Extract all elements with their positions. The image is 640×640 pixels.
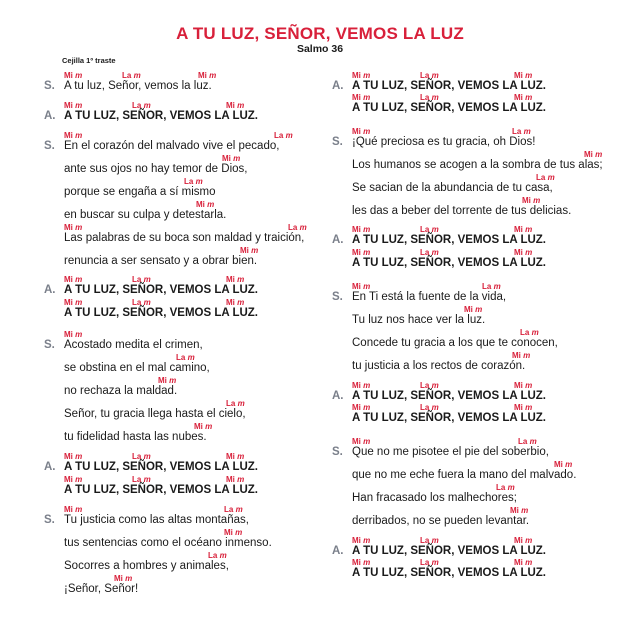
chord-quality: m — [143, 275, 151, 284]
chord-root: Mi — [226, 298, 238, 307]
chord-quality: m — [525, 558, 533, 567]
lyric-text: Tu justicia como las altas montañas, — [64, 514, 249, 526]
chord-quality: m — [431, 381, 439, 390]
chord-quality: m — [507, 483, 515, 492]
chord-quality: m — [285, 131, 293, 140]
chord-quality: m — [237, 101, 245, 110]
song-subtitle: Salmo 36 — [296, 43, 344, 55]
chord-quality: m — [133, 71, 141, 80]
chord-label — [288, 223, 307, 232]
chord-quality: m — [143, 298, 151, 307]
chord-label — [352, 381, 370, 390]
chord-root: Mi — [514, 225, 526, 234]
lyric-text: En Ti está la fuente de la vida, — [352, 291, 507, 303]
line-marker: S. — [44, 339, 55, 351]
chord-quality: m — [363, 71, 371, 80]
chord-root: Mi — [514, 71, 526, 80]
chord-quality: m — [363, 381, 371, 390]
chord-label — [514, 381, 532, 390]
capo-note: Cejilla 1º traste — [62, 56, 116, 65]
chord-quality: m — [363, 403, 371, 412]
line-marker: A. — [332, 234, 344, 246]
chord-label — [420, 71, 439, 80]
chord-label — [520, 328, 539, 337]
chord-root: Mi — [352, 127, 364, 136]
chord-label — [514, 403, 532, 412]
chord-quality: m — [235, 505, 243, 514]
chord-label — [64, 452, 82, 461]
chord-root: La — [420, 403, 432, 412]
chord-root: La — [536, 173, 548, 182]
chord-label — [352, 282, 370, 291]
chord-quality: m — [525, 248, 533, 257]
chord-root: Mi — [352, 536, 364, 545]
chord-root: Mi — [522, 196, 534, 205]
chord-label — [464, 305, 482, 314]
lyric-text: A tu luz, Señor, vemos la luz. — [64, 80, 212, 92]
lyric-text: renuncia a ser sensato y a obrar bien. — [64, 255, 258, 267]
chord-root: La — [288, 223, 300, 232]
chord-quality: m — [523, 351, 531, 360]
song-title: A TU LUZ, SEÑOR, VEMOS LA LUZ — [176, 24, 464, 43]
chord-root: La — [274, 131, 286, 140]
lyric-text: A TU LUZ, SEÑOR, VEMOS LA LUZ. — [352, 102, 547, 114]
chord-quality: m — [75, 71, 83, 80]
chord-quality: m — [75, 298, 83, 307]
chord-root: La — [226, 399, 238, 408]
chord-label — [514, 71, 532, 80]
chord-quality: m — [363, 248, 371, 257]
chord-quality: m — [205, 422, 213, 431]
lyric-text: A TU LUZ, SEÑOR, VEMOS LA LUZ. — [64, 284, 259, 296]
chord-quality: m — [431, 558, 439, 567]
chord-root: Mi — [64, 505, 76, 514]
chord-root: La — [420, 93, 432, 102]
chord-root: La — [518, 437, 530, 446]
chord-root: La — [122, 71, 134, 80]
chord-label — [420, 381, 439, 390]
chord-root: La — [420, 381, 432, 390]
chord-root: Mi — [352, 282, 364, 291]
chord-root: Mi — [198, 71, 210, 80]
chord-label — [132, 275, 151, 284]
chord-quality: m — [75, 475, 83, 484]
chord-root: Mi — [158, 376, 170, 385]
chord-root: Mi — [352, 225, 364, 234]
chord-quality: m — [75, 330, 83, 339]
lyric-text: A TU LUZ, SEÑOR, VEMOS LA LUZ. — [64, 484, 259, 496]
chord-root: Mi — [226, 475, 238, 484]
chord-root: La — [420, 225, 432, 234]
chord-label — [420, 225, 439, 234]
chord-root: La — [420, 536, 432, 545]
lyric-text: A TU LUZ, SEÑOR, VEMOS LA LUZ. — [352, 567, 547, 579]
chord-label — [176, 353, 195, 362]
chord-quality: m — [363, 93, 371, 102]
chord-label — [226, 475, 244, 484]
chord-root: La — [420, 558, 432, 567]
chord-label — [274, 131, 293, 140]
chord-root: Mi — [64, 131, 76, 140]
line-marker: S. — [44, 514, 55, 526]
lyric-text: porque se engaña a sí mismo — [64, 186, 216, 198]
chord-label — [514, 558, 532, 567]
chord-root: Mi — [352, 403, 364, 412]
chord-root: Mi — [64, 275, 76, 284]
chord-label — [222, 154, 240, 163]
chord-label — [64, 131, 82, 140]
chord-label — [198, 71, 216, 80]
chord-quality: m — [143, 452, 151, 461]
chord-label — [114, 574, 132, 583]
chord-root: Mi — [222, 154, 234, 163]
chord-label — [226, 452, 244, 461]
chord-label — [512, 127, 531, 136]
chord-root: Mi — [514, 558, 526, 567]
lyric-text: A TU LUZ, SEÑOR, VEMOS LA LUZ. — [352, 545, 547, 557]
chord-root: La — [420, 71, 432, 80]
chord-label — [512, 351, 530, 360]
chord-quality: m — [237, 399, 245, 408]
chord-quality: m — [431, 248, 439, 257]
chord-label — [352, 93, 370, 102]
lyric-text: Tu luz nos hace ver la luz. — [352, 314, 486, 326]
lyric-text: A TU LUZ, SEÑOR, VEMOS LA LUZ. — [64, 461, 259, 473]
line-marker: A. — [332, 545, 344, 557]
chord-root: La — [132, 475, 144, 484]
chord-quality: m — [363, 558, 371, 567]
chord-root: Mi — [514, 248, 526, 257]
chord-root: Mi — [510, 506, 522, 515]
chord-root: Mi — [512, 351, 524, 360]
chord-label — [352, 248, 370, 257]
chord-quality: m — [75, 101, 83, 110]
lyric-text: se obstina en el mal camino, — [64, 362, 210, 374]
lyric-text: A TU LUZ, SEÑOR, VEMOS LA LUZ. — [64, 307, 259, 319]
chord-quality: m — [565, 460, 573, 469]
lyric-text: derribados, no se pueden levantar. — [352, 515, 530, 527]
lyric-text: ante sus ojos no hay temor de Dios, — [64, 163, 248, 175]
chord-label — [132, 452, 151, 461]
chord-label — [352, 71, 370, 80]
line-marker: A. — [332, 390, 344, 402]
lyric-text: Los humanos se acogen a la sombra de tus alas; — [352, 159, 603, 171]
line-marker: S. — [44, 80, 55, 92]
chord-root: Mi — [64, 475, 76, 484]
chord-label — [536, 173, 555, 182]
chord-root: La — [208, 551, 220, 560]
chord-label — [64, 223, 82, 232]
chord-label — [352, 536, 370, 545]
lyric-text: que no me eche fuera la mano del malvado. — [352, 469, 577, 481]
chord-quality: m — [493, 282, 501, 291]
lyric-text: A TU LUZ, SEÑOR, VEMOS LA LUZ. — [352, 234, 547, 246]
chord-root: Mi — [64, 223, 76, 232]
chord-root: Mi — [464, 305, 476, 314]
chord-root: Mi — [514, 93, 526, 102]
chord-root: Mi — [194, 422, 206, 431]
chord-label — [420, 248, 439, 257]
chord-label — [226, 275, 244, 284]
chord-label — [64, 298, 82, 307]
chord-quality: m — [531, 328, 539, 337]
chord-quality: m — [529, 437, 537, 446]
chord-quality: m — [363, 282, 371, 291]
chord-label — [158, 376, 176, 385]
chord-label — [226, 298, 244, 307]
chord-root: La — [132, 101, 144, 110]
chord-label — [226, 399, 245, 408]
chord-root: La — [420, 248, 432, 257]
chord-quality: m — [219, 551, 227, 560]
chord-label — [352, 225, 370, 234]
lyric-text: A TU LUZ, SEÑOR, VEMOS LA LUZ. — [352, 257, 547, 269]
line-marker: S. — [332, 291, 343, 303]
lyric-text: A TU LUZ, SEÑOR, VEMOS LA LUZ. — [64, 110, 259, 122]
lyric-text: no rechaza la maldad. — [64, 385, 178, 397]
chord-label — [482, 282, 501, 291]
chord-root: La — [512, 127, 524, 136]
chord-root: La — [132, 452, 144, 461]
chord-quality: m — [533, 196, 541, 205]
lyric-text: Las palabras de su boca son maldad y traición, — [64, 232, 305, 244]
line-marker: A. — [44, 110, 56, 122]
chord-root: Mi — [352, 93, 364, 102]
line-marker: A. — [332, 80, 344, 92]
chord-label — [184, 177, 203, 186]
lyric-text: A TU LUZ, SEÑOR, VEMOS LA LUZ. — [352, 390, 547, 402]
lyric-text: Acostado medita el crimen, — [64, 339, 203, 351]
chord-quality: m — [431, 71, 439, 80]
chord-quality: m — [363, 225, 371, 234]
chord-label — [208, 551, 227, 560]
chord-label — [196, 200, 214, 209]
chord-root: La — [482, 282, 494, 291]
lyric-text: tu justicia a los rectos de corazón. — [352, 360, 526, 372]
chord-quality: m — [523, 127, 531, 136]
chord-quality: m — [233, 154, 241, 163]
chord-root: Mi — [64, 71, 76, 80]
chord-quality: m — [187, 353, 195, 362]
chord-root: Mi — [226, 101, 238, 110]
chord-root: Mi — [584, 150, 596, 159]
chord-label — [510, 506, 528, 515]
chord-root: Mi — [226, 275, 238, 284]
chord-label — [514, 93, 532, 102]
lyric-text: Se sacian de la abundancia de tu casa, — [352, 182, 553, 194]
chord-quality: m — [299, 223, 307, 232]
chord-label — [64, 101, 82, 110]
chord-quality: m — [431, 225, 439, 234]
chord-root: Mi — [514, 403, 526, 412]
chord-label — [224, 528, 242, 537]
chord-quality: m — [547, 173, 555, 182]
lyric-text: ¡Qué preciosa es tu gracia, oh Dios! — [352, 136, 536, 148]
chord-root: La — [132, 275, 144, 284]
chord-label — [514, 248, 532, 257]
chord-root: Mi — [554, 460, 566, 469]
lyric-text: Que no me pisotee el pie del soberbio, — [352, 446, 549, 458]
chord-root: Mi — [240, 246, 252, 255]
chord-root: Mi — [352, 381, 364, 390]
chord-label — [518, 437, 537, 446]
chord-quality: m — [525, 93, 533, 102]
chord-root: Mi — [196, 200, 208, 209]
chord-quality: m — [431, 403, 439, 412]
chord-quality: m — [207, 200, 215, 209]
chord-root: Mi — [114, 574, 126, 583]
lyric-text: les das a beber del torrente de tus delicias. — [352, 205, 572, 217]
chord-root: Mi — [352, 71, 364, 80]
chord-quality: m — [209, 71, 217, 80]
chord-label — [514, 536, 532, 545]
chord-quality: m — [595, 150, 603, 159]
lyric-text: Señor, tu gracia llega hasta el cielo, — [64, 408, 246, 420]
chord-label — [420, 536, 439, 545]
line-marker: A. — [44, 284, 56, 296]
line-marker: A. — [44, 461, 56, 473]
lyric-text: A TU LUZ, SEÑOR, VEMOS LA LUZ. — [352, 80, 547, 92]
chord-root: Mi — [514, 536, 526, 545]
chord-quality: m — [525, 536, 533, 545]
chord-label — [420, 558, 439, 567]
chord-label — [240, 246, 258, 255]
chord-label — [522, 196, 540, 205]
chord-quality: m — [525, 225, 533, 234]
chord-label — [352, 437, 370, 446]
chord-root: La — [520, 328, 532, 337]
chord-quality: m — [75, 275, 83, 284]
chord-label — [226, 101, 244, 110]
line-marker: S. — [44, 140, 55, 152]
chord-label — [420, 93, 439, 102]
chord-root: Mi — [64, 452, 76, 461]
chord-label — [496, 483, 515, 492]
chord-quality: m — [431, 536, 439, 545]
chord-quality: m — [75, 505, 83, 514]
chord-quality: m — [475, 305, 483, 314]
chord-root: La — [184, 177, 196, 186]
chord-root: Mi — [352, 248, 364, 257]
chord-quality: m — [143, 475, 151, 484]
chord-root: Mi — [352, 437, 364, 446]
chord-quality: m — [521, 506, 529, 515]
chord-quality: m — [235, 528, 243, 537]
chord-label — [224, 505, 243, 514]
chord-label — [352, 558, 370, 567]
chord-label — [132, 298, 151, 307]
chord-root: La — [176, 353, 188, 362]
chord-quality: m — [525, 403, 533, 412]
chord-label — [64, 275, 82, 284]
lyric-text: A TU LUZ, SEÑOR, VEMOS LA LUZ. — [352, 412, 547, 424]
chord-quality: m — [75, 131, 83, 140]
chord-root: La — [132, 298, 144, 307]
chord-root: Mi — [64, 330, 76, 339]
chord-root: Mi — [224, 528, 236, 537]
chord-label — [420, 403, 439, 412]
chord-label — [64, 475, 82, 484]
chord-quality: m — [237, 475, 245, 484]
chord-label — [352, 127, 370, 136]
chord-label — [122, 71, 141, 80]
chord-root: Mi — [352, 558, 364, 567]
chord-quality: m — [237, 298, 245, 307]
chord-label — [194, 422, 212, 431]
chord-quality: m — [363, 127, 371, 136]
chord-quality: m — [237, 275, 245, 284]
lyric-text: En el corazón del malvado vive el pecado, — [64, 140, 280, 152]
chord-label — [514, 225, 532, 234]
chord-label — [132, 475, 151, 484]
line-marker: S. — [332, 136, 343, 148]
chord-quality: m — [251, 246, 259, 255]
chord-quality: m — [525, 381, 533, 390]
chord-label — [64, 71, 82, 80]
chord-root: Mi — [64, 298, 76, 307]
chord-quality: m — [525, 71, 533, 80]
chord-root: La — [224, 505, 236, 514]
chord-quality: m — [75, 223, 83, 232]
chord-root: Mi — [226, 452, 238, 461]
chord-root: Mi — [64, 101, 76, 110]
chord-label — [64, 330, 82, 339]
chord-quality: m — [75, 452, 83, 461]
lyric-text: Socorres a hombres y animales, — [64, 560, 229, 572]
lyric-text: en buscar su culpa y detestarla. — [64, 209, 227, 221]
chord-quality: m — [431, 93, 439, 102]
lyric-text: ¡Señor, Señor! — [64, 583, 139, 595]
chord-label — [352, 403, 370, 412]
lyric-text: Concede tu gracia a los que te conocen, — [352, 337, 558, 349]
chord-quality: m — [169, 376, 177, 385]
line-marker: S. — [332, 446, 343, 458]
chord-quality: m — [363, 536, 371, 545]
chord-quality: m — [363, 437, 371, 446]
chord-quality: m — [143, 101, 151, 110]
chord-quality: m — [125, 574, 133, 583]
lyric-text: tus sentencias como el océano inmenso. — [64, 537, 272, 549]
lyric-text: tu fidelidad hasta las nubes. — [64, 431, 207, 443]
chord-label — [584, 150, 602, 159]
chord-label — [554, 460, 572, 469]
chord-quality: m — [195, 177, 203, 186]
chord-root: Mi — [514, 381, 526, 390]
chord-quality: m — [237, 452, 245, 461]
chord-label — [64, 505, 82, 514]
chord-root: La — [496, 483, 508, 492]
lyric-text: Han fracasado los malhechores; — [352, 492, 517, 504]
chord-label — [132, 101, 151, 110]
